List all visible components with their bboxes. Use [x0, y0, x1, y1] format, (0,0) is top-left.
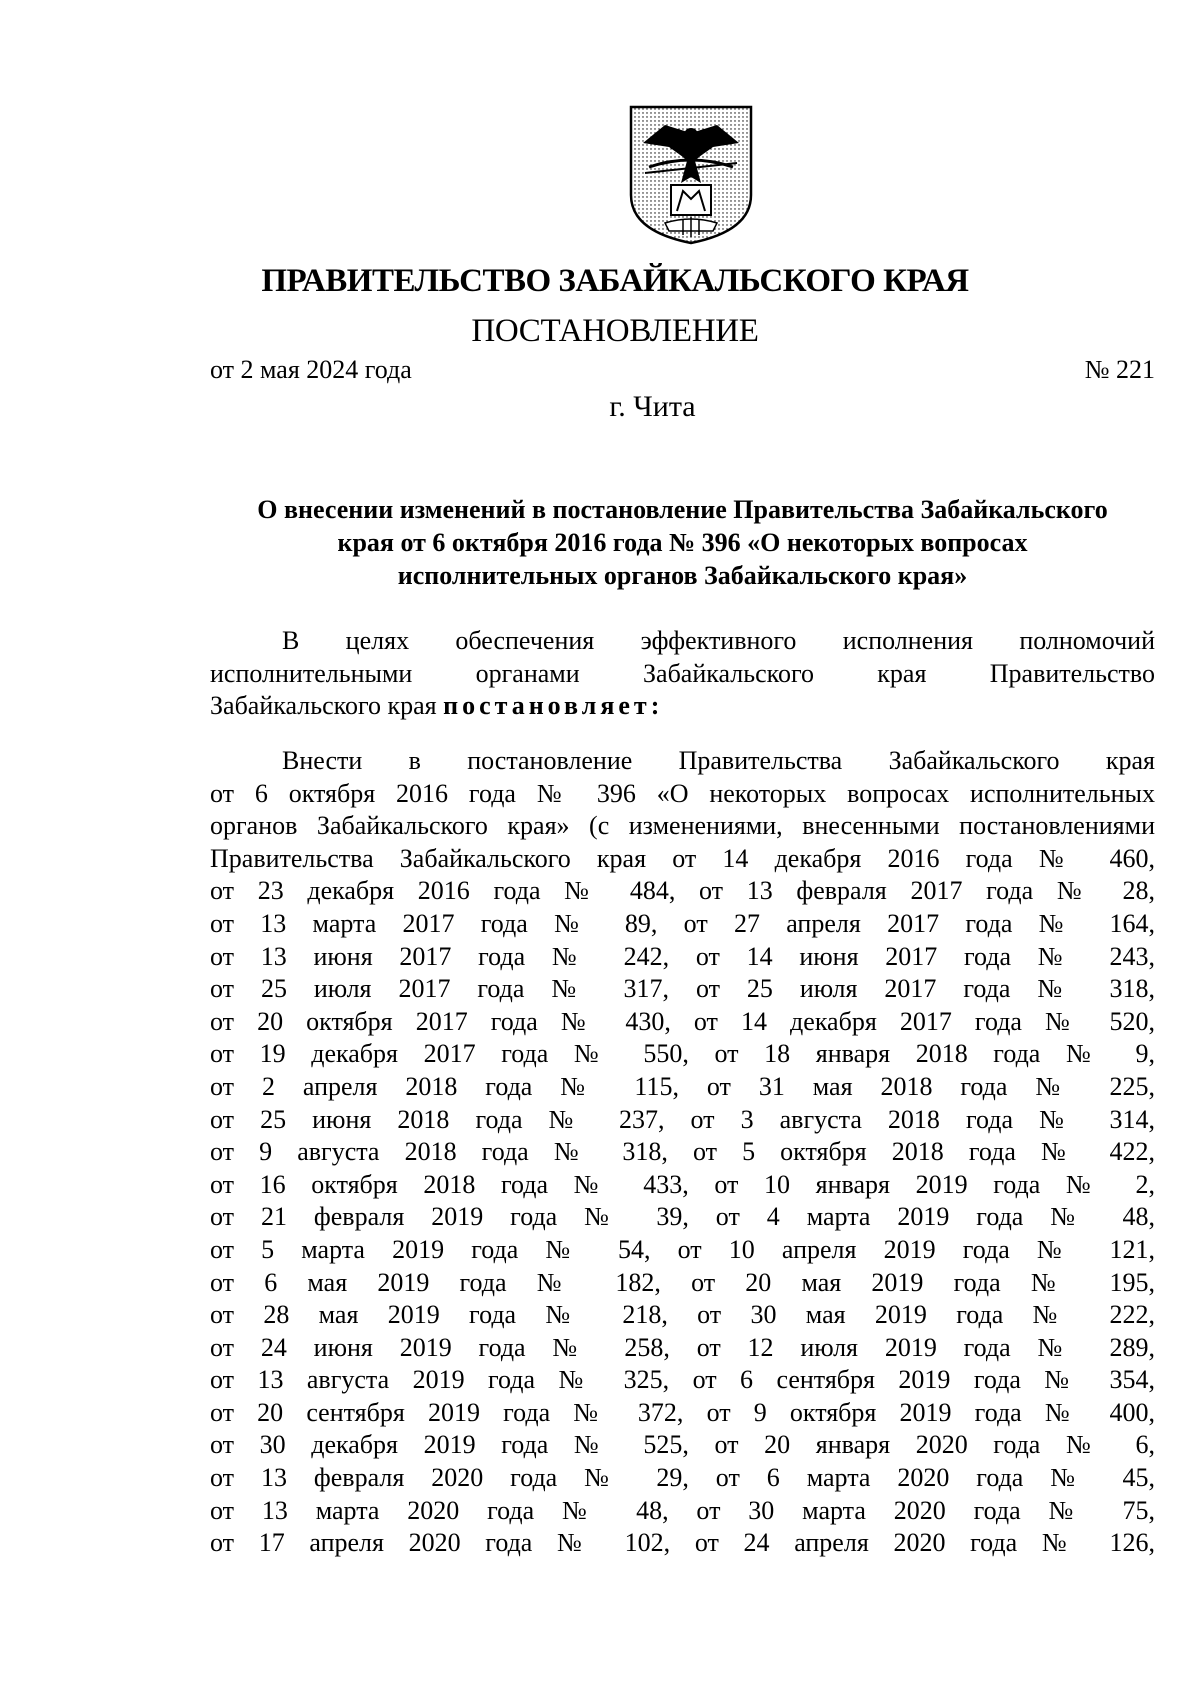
body-line: от 13 июня 2017 года № 242, от 14 июня 2017 года № 243,: [210, 941, 1155, 971]
body-line: органов Забайкальского края» (с изменениями, внесенными постановлениями: [210, 811, 1155, 841]
body-line: Правительства Забайкальского края от 14 декабря 2016 года № 460,: [210, 843, 1155, 873]
body-line: от 13 февраля 2020 года № 29, от 6 марта 2020 года № 45,: [210, 1463, 1155, 1493]
body-line: от 25 июня 2018 года № 237, от 3 августа 2018 года № 314,: [210, 1104, 1155, 1134]
preamble-paragraph: [210, 625, 1155, 723]
body-line: от 21 февраля 2019 года № 39, от 4 марта 2019 года № 48,: [210, 1202, 1155, 1232]
main-paragraph: [210, 745, 1155, 1560]
body-line: Внести в постановление Правительства Забайкальского края: [282, 746, 1155, 775]
document-city: г. Чита: [609, 390, 696, 423]
body-line: от 17 апреля 2020 года № 102, от 24 апреля 2020 года № 126,: [210, 1528, 1155, 1558]
body-line: от 13 марта 2020 года № 48, от 30 марта 2020 года № 75,: [210, 1495, 1155, 1525]
body-line: от 16 октября 2018 года № 433, от 10 января 2019 года № 2,: [210, 1169, 1155, 1199]
body-line: от 6 октября 2016 года № 396 «О некоторых вопросах исполнительных: [210, 778, 1155, 808]
body-line: от 20 октября 2017 года № 430, от 14 декабря 2017 года № 520,: [210, 1006, 1155, 1036]
document-type: ПОСТАНОВЛЕНИЕ: [471, 313, 759, 349]
body-line: от 6 мая 2019 года № 182, от 20 мая 2019 года № 195,: [210, 1267, 1155, 1297]
subject-line: О внесении изменений в постановление Правительства Забайкальского: [257, 495, 1108, 524]
body-line: от 24 июня 2019 года № 258, от 12 июля 2019 года № 289,: [210, 1332, 1155, 1362]
government-title: ПРАВИТЕЛЬСТВО ЗАБАЙКАЛЬСКОГО КРАЯ: [261, 263, 969, 299]
preamble-line: исполнительными органами Забайкальского края Правительство: [210, 658, 1155, 688]
body-line: от 23 декабря 2016 года № 484, от 13 февраля 2017 года № 28,: [210, 876, 1155, 906]
preamble-text: Забайкальского края: [210, 691, 444, 721]
body-line: от 30 декабря 2019 года № 525, от 20 января 2020 года № 6,: [210, 1430, 1155, 1460]
decree-keyword: постановляет:: [443, 691, 664, 721]
body-line: от 13 марта 2017 года № 89, от 27 апреля 2017 года № 164,: [210, 908, 1155, 938]
body-line: от 2 апреля 2018 года № 115, от 31 мая 2018 года № 225,: [210, 1071, 1155, 1101]
body-line: от 5 марта 2019 года № 54, от 10 апреля 2019 года № 121,: [210, 1234, 1155, 1264]
body-line: от 25 июля 2017 года № 317, от 25 июля 2017 года № 318,: [210, 974, 1155, 1004]
subject-line: края от 6 октября 2016 года № 396 «О некоторых вопросах: [337, 528, 1028, 557]
body-line: от 9 августа 2018 года № 318, от 5 октября 2018 года № 422,: [210, 1137, 1155, 1167]
document-number: № 221: [1084, 355, 1155, 384]
preamble-line: [210, 690, 1155, 723]
preamble-line: В целях обеспечения эффективного исполнения полномочий: [282, 626, 1155, 655]
body-line: от 20 сентября 2019 года № 372, от 9 октября 2019 года № 400,: [210, 1397, 1155, 1427]
body-line: от 13 августа 2019 года № 325, от 6 сентября 2019 года № 354,: [210, 1365, 1155, 1395]
coat-of-arms-emblem: [625, 103, 757, 247]
body-line: от 19 декабря 2017 года № 550, от 18 января 2018 года № 9,: [210, 1039, 1155, 1069]
body-line: от 28 мая 2019 года № 218, от 30 мая 2019 года № 222,: [210, 1300, 1155, 1330]
subject-line: исполнительных органов Забайкальского края»: [397, 561, 968, 590]
document-subject: [210, 493, 1155, 592]
document-date: от 2 мая 2024 года: [210, 355, 412, 384]
